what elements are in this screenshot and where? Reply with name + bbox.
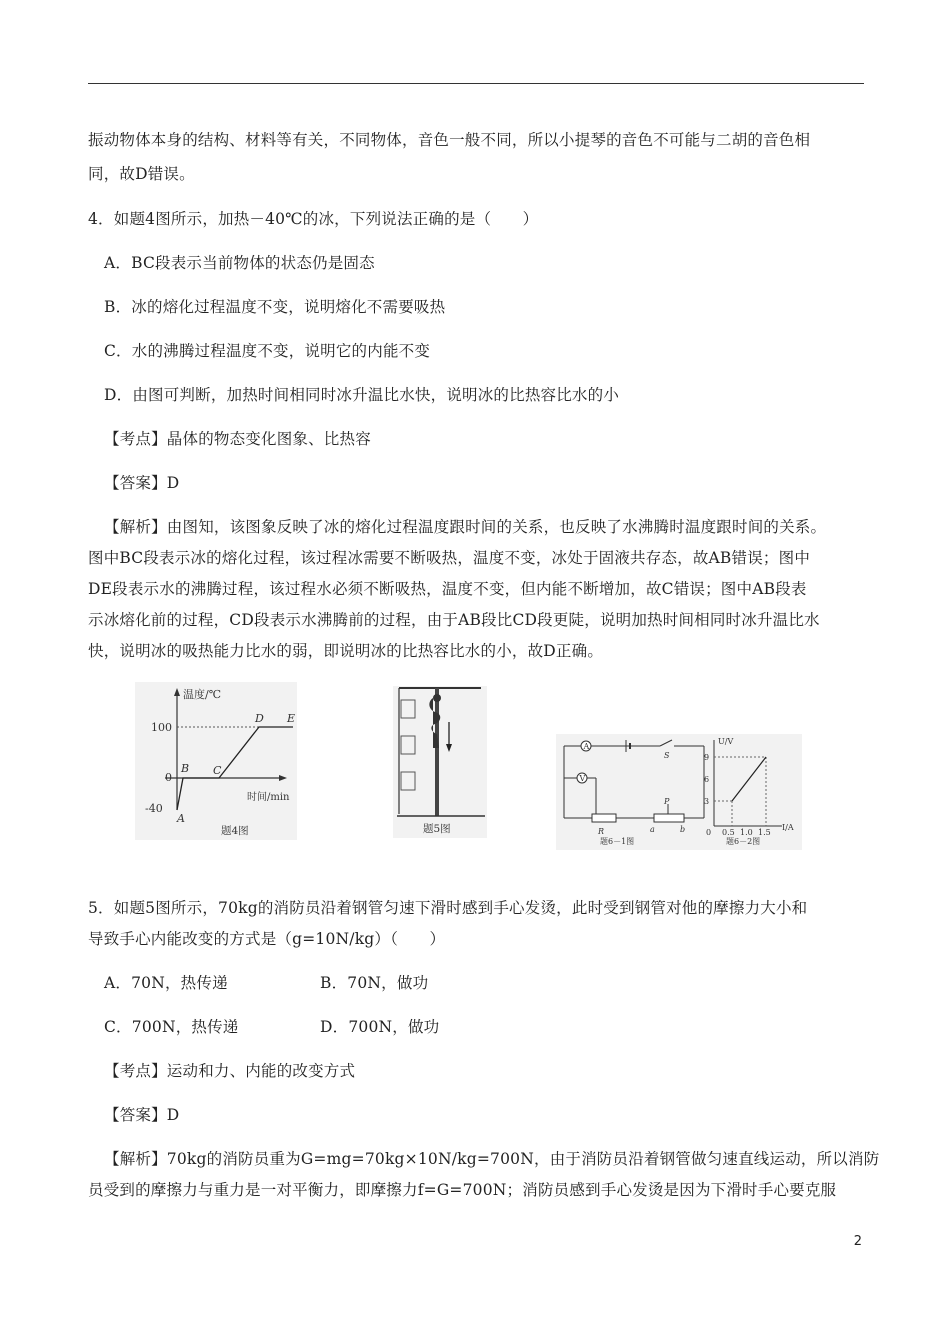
- end-b-label: b: [680, 825, 686, 834]
- ui-y-label: U/V: [718, 737, 734, 746]
- text-line: 振动物体本身的结构、材料等有关，不同物体，音色一般不同，所以小提琴的音色不可能与二胡的音色相: [88, 131, 811, 149]
- ui-tick-9: 9: [704, 753, 710, 762]
- ui-x-label: I/A: [782, 823, 794, 832]
- q4-option-c: C．水的沸腾过程温度不变，说明它的内能不变: [104, 342, 431, 360]
- voltmeter-label: V: [579, 774, 586, 783]
- figure-5: [393, 686, 487, 838]
- ui-tick-0-5: 0.5: [722, 828, 735, 837]
- q4-option-b: B．冰的熔化过程温度不变，说明熔化不需要吸热: [104, 298, 446, 316]
- tick-minus-40: -40: [145, 802, 163, 815]
- window: [401, 772, 415, 790]
- point-a-label: A: [177, 812, 185, 825]
- q4-analysis-line: 【解析】由图知，该图象反映了冰的熔化过程温度跟时间的关系，也反映了水沸腾时温度跟时间的关系。: [104, 518, 827, 536]
- window: [401, 736, 415, 754]
- y-axis-arrow: [174, 688, 180, 696]
- figure-6-1-caption: 题6－1图: [600, 837, 635, 846]
- q4-analysis-line: DE段表示水的沸腾过程，该过程水必须不断吸热，温度不变，但内能不断增加，故C错误；图中AB段表: [88, 580, 807, 598]
- ui-tick-6: 6: [704, 775, 710, 784]
- x-axis-arrow: [279, 775, 287, 781]
- figure-5-caption: 题5图: [423, 823, 451, 835]
- q5-option-c: C．700N，热传递: [104, 1018, 239, 1036]
- figure-4: [135, 682, 297, 840]
- question-5-stem: 5．如题5图所示，70kg的消防员沿着钢管匀速下滑时感到手心发烫，此时受到钢管对他的摩擦力大小和: [88, 899, 808, 917]
- firefighter-head: [433, 694, 441, 702]
- q4-answer: 【答案】D: [104, 474, 180, 492]
- point-e-label: E: [287, 712, 296, 725]
- text-line: 同，故D错误。: [88, 165, 195, 183]
- q5-option-b: B．70N，做功: [320, 974, 429, 992]
- q4-analysis-line: 快，说明冰的吸热能力比水的弱，即说明冰的比热容比水的小，故D正确。: [88, 642, 604, 660]
- q4-analysis-line: 图中BC段表示冰的熔化过程，该过程冰需要不断吸热，温度不变，冰处于固液共存态，故AB错误；图中: [88, 549, 811, 567]
- rheostat: [654, 814, 684, 822]
- ui-tick-1-0: 1.0: [740, 828, 753, 837]
- y-axis-label: 温度/℃: [183, 688, 222, 701]
- q4-option-a: A．BC段表示当前物体的状态仍是固态: [104, 254, 375, 272]
- question-4-stem: 4．如题4图所示，加热－40℃的冰，下列说法正确的是（ ）: [88, 210, 539, 228]
- q4-analysis-line: 示冰熔化前的过程，CD段表示水沸腾前的过程，由于AB段比CD段更陡，说明加热时间相同时冰升温比水: [88, 611, 820, 629]
- figure-4-caption: 题4图: [221, 825, 249, 837]
- q5-option-d: D．700N，做功: [320, 1018, 440, 1036]
- resistor-r: [592, 814, 616, 822]
- q5-option-a: A．70N，热传递: [104, 974, 228, 992]
- q4-kaodian: 【考点】晶体的物态变化图象、比热容: [104, 430, 371, 448]
- ammeter-label: A: [583, 742, 590, 751]
- switch-gap: [660, 742, 674, 750]
- ui-tick-3: 3: [704, 797, 710, 806]
- q5-analysis-line: 员受到的摩擦力与重力是一对平衡力，即摩擦力f=G=700N；消防员感到手心发烫是因为下滑时手心要克服: [88, 1181, 837, 1199]
- motion-arrow-head: [446, 744, 452, 752]
- ui-tick-0: 0: [706, 828, 712, 837]
- q5-analysis-line: 【解析】70kg的消防员重为G=mg=70kg×10N/kg=700N，由于消防员沿着钢管做匀速直线运动，所以消防: [104, 1150, 880, 1168]
- tick-0: 0: [165, 771, 172, 784]
- end-a-label: a: [650, 825, 655, 834]
- slider-label: P: [664, 797, 670, 806]
- figure-6-2-caption: 题6－2图: [726, 837, 761, 846]
- header-rule: [88, 83, 864, 84]
- point-d-label: D: [255, 712, 264, 725]
- tick-100: 100: [151, 721, 172, 734]
- figure-6: [556, 734, 802, 850]
- page-number: 2: [853, 1234, 862, 1249]
- q5-answer: 【答案】D: [104, 1106, 180, 1124]
- q4-option-d: D．由图可判断，加热时间相同时冰升温比水快，说明冰的比热容比水的小: [104, 386, 620, 404]
- ui-tick-1-5: 1.5: [758, 828, 771, 837]
- switch-label: S: [664, 751, 670, 760]
- question-5-stem: 导致手心内能改变的方式是（g=10N/kg）（ ）: [88, 930, 446, 948]
- x-axis-label: 时间/min: [247, 792, 290, 803]
- point-c-label: C: [213, 764, 222, 777]
- q5-kaodian: 【考点】运动和力、内能的改变方式: [104, 1062, 356, 1080]
- ui-line: [732, 757, 766, 801]
- point-b-label: B: [181, 762, 190, 775]
- window: [401, 700, 415, 718]
- resistor-label: R: [598, 827, 605, 836]
- steel-pole: [435, 688, 439, 816]
